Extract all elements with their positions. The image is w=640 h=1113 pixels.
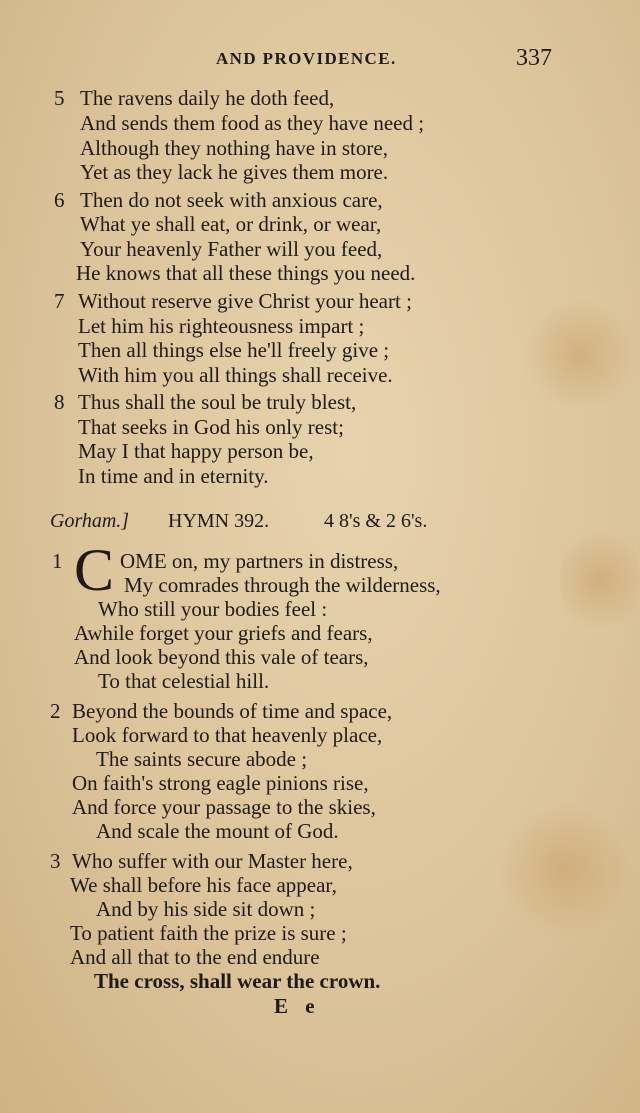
verse-number: 5 <box>54 86 65 110</box>
hymn-title: HYMN 392. <box>168 510 270 532</box>
verse-number: 2 <box>50 699 61 723</box>
verse-number: 3 <box>50 849 61 873</box>
verse-line: We shall before his face appear, <box>70 873 337 897</box>
signature-mark: E e <box>274 994 321 1018</box>
drop-cap: C <box>74 537 115 603</box>
verse-number: 8 <box>54 390 65 414</box>
verse-line: He knows that all these things you need. <box>76 261 416 285</box>
verse-line: Then do not seek with anxious care, <box>80 188 383 212</box>
verse-line: With him you all things shall receive. <box>78 363 393 387</box>
verse-line: Your heavenly Father will you feed, <box>80 237 383 261</box>
verse-line: The saints secure abode ; <box>96 747 308 771</box>
running-head: AND PROVIDENCE. <box>216 49 397 68</box>
verse-line: Beyond the bounds of time and space, <box>72 699 393 723</box>
page-number: 337 <box>516 45 552 71</box>
verse-line: And scale the mount of God. <box>96 819 339 843</box>
verse-line: And force your passage to the skies, <box>72 795 376 819</box>
verse-number: 1 <box>52 549 63 573</box>
verse-line: On faith's strong eagle pinions rise, <box>72 771 369 795</box>
verse-line: To patient faith the prize is sure ; <box>70 921 347 945</box>
hymn-heading <box>50 510 428 533</box>
verse-line: In time and in eternity. <box>78 464 269 488</box>
verse-line: OME on, my partners in distress, <box>120 549 399 573</box>
verse-line: That seeks in God his only rest; <box>78 415 344 439</box>
verse-line: And all that to the end endure <box>70 945 320 969</box>
verse-line: The cross, shall wear the crown. <box>94 969 381 993</box>
verse-line: Without reserve give Christ your heart ; <box>78 289 412 313</box>
verse-line: Let him his righteousness impart ; <box>78 314 365 338</box>
verse-line: Look forward to that heavenly place, <box>72 723 383 747</box>
verse-line: And look beyond this vale of tears, <box>74 645 369 669</box>
verse-line: Although they nothing have in store, <box>80 136 388 160</box>
verse-line: The ravens daily he doth feed, <box>80 86 335 110</box>
verse-line: Who suffer with our Master here, <box>72 849 353 873</box>
tune-name: Gorham.] <box>50 510 130 532</box>
hymn-meter: 4 8's & 2 6's. <box>324 510 428 532</box>
verse-line: To that celestial hill. <box>98 669 270 693</box>
verse-line: And by his side sit down ; <box>96 897 316 921</box>
paper-stain <box>520 300 640 410</box>
paper-stain <box>560 520 640 640</box>
verse-line: Awhile forget your griefs and fears, <box>74 621 373 645</box>
verse-line: My comrades through the wilderness, <box>124 573 441 597</box>
paper-stain <box>500 800 630 940</box>
verse-line: Thus shall the soul be truly blest, <box>78 390 357 414</box>
verse-line: Who still your bodies feel : <box>98 597 328 621</box>
page-header <box>0 45 640 75</box>
verse-line: May I that happy person be, <box>78 439 314 463</box>
verse-line: And sends them food as they have need ; <box>80 111 425 135</box>
verse-number: 7 <box>54 289 65 313</box>
verse-line: Yet as they lack he gives them more. <box>80 160 389 184</box>
verse-line: Then all things else he'll freely give ; <box>78 338 390 362</box>
verse-line: What ye shall eat, or drink, or wear, <box>80 212 382 236</box>
verse-number: 6 <box>54 188 65 212</box>
